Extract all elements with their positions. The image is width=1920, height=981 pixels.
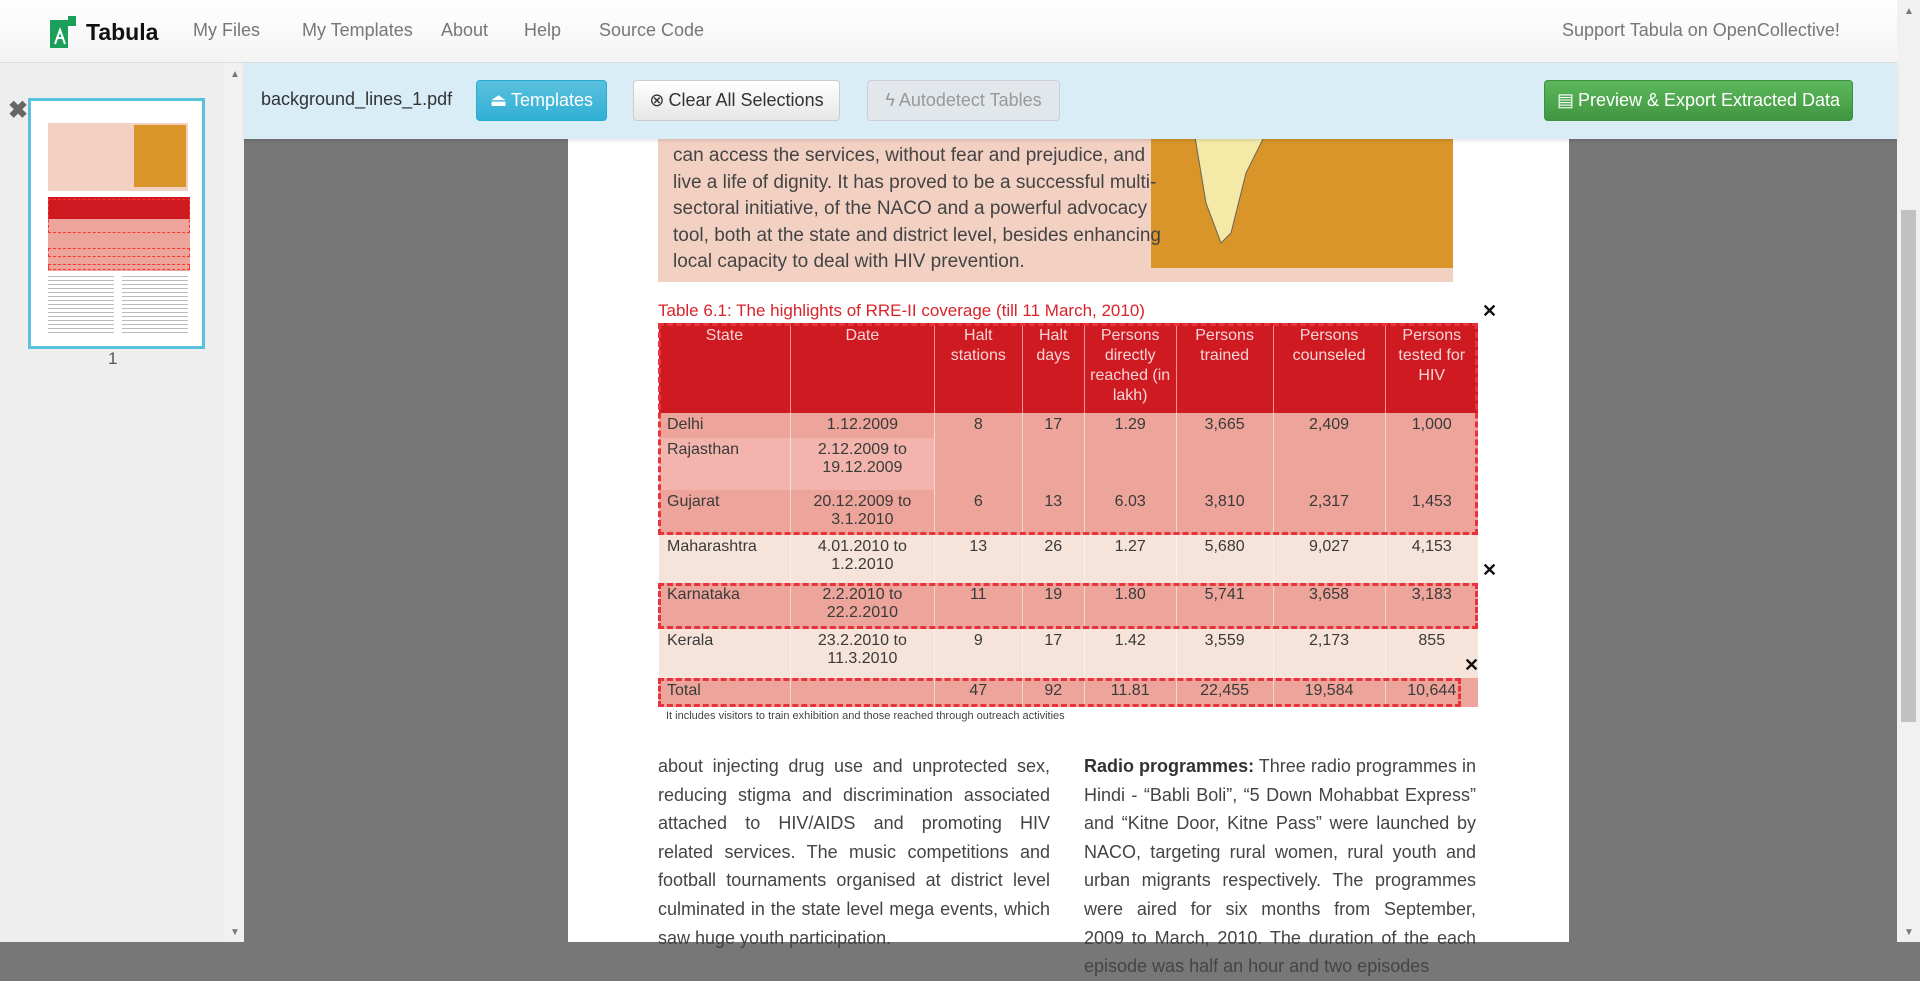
table-cell: 3,665 xyxy=(1176,413,1273,490)
table-cell: 23.2.2010 to 11.3.2010 xyxy=(790,629,934,678)
table-cell: 17 xyxy=(1022,413,1084,490)
body-right-column xyxy=(1084,752,1476,981)
preview-label: Preview & Export Extracted Data xyxy=(1577,90,1841,110)
text-line-content: live a life of dignity. It has proved to be a successful multi- xyxy=(673,171,1157,193)
table-cell: 10,644 xyxy=(1385,678,1478,707)
clear-label: Clear All Selections xyxy=(668,90,824,110)
table-caption: Table 6.1: The highlights of RRE-II coverage (till 11 March, 2010) xyxy=(658,301,1145,320)
table-cell: 2,173 xyxy=(1273,629,1385,678)
remove-selection-3-icon[interactable]: ✕ xyxy=(1464,655,1480,675)
column-header: Date xyxy=(790,323,934,413)
page-number: 1 xyxy=(108,349,118,368)
remove-selection-1-icon[interactable]: ✕ xyxy=(1482,301,1498,321)
table-cell: Maharashtra xyxy=(659,535,791,583)
text-line-content: related services. The music competitions and xyxy=(658,841,1050,862)
column-header: Persons trained xyxy=(1176,323,1273,413)
text-line xyxy=(673,223,1161,250)
document-toolbar xyxy=(244,63,1897,139)
table-cell: 3,559 xyxy=(1176,629,1273,678)
body-left-column xyxy=(658,752,1050,952)
nav-support-opencollective[interactable]: Support Tabula on OpenCollective! xyxy=(1562,20,1840,40)
selection-region-1[interactable] xyxy=(658,323,1478,535)
remove-page-icon[interactable]: ✖ xyxy=(8,97,29,124)
table-cell: 13 xyxy=(1022,490,1084,535)
table-cell: 20.12.2009 to 3.1.2010 xyxy=(790,490,934,535)
text-line-content: tool, both at the state and district level, besides enhancing xyxy=(673,224,1161,246)
text-line xyxy=(658,809,1050,838)
table-cell: 3,658 xyxy=(1273,583,1385,629)
text-line xyxy=(658,895,1050,924)
scroll-down-icon[interactable]: ▼ xyxy=(230,927,240,938)
templates-label: Templates xyxy=(510,90,594,110)
table-cell: 855 xyxy=(1385,629,1478,678)
table-cell: 3,810 xyxy=(1176,490,1273,535)
table-footnote: It includes visitors to train exhibition and those reached through outreach activities xyxy=(666,710,1065,722)
text-line-content: were aired for six months from September, xyxy=(1084,898,1476,919)
text-line xyxy=(673,170,1157,197)
table-cell: 1.42 xyxy=(1084,629,1176,678)
text-line xyxy=(658,838,1050,867)
text-line-content: urban migrants respectively. The programmes xyxy=(1084,870,1476,891)
table-cell: 1.12.2009 xyxy=(790,413,934,438)
text-line xyxy=(673,143,1146,170)
table-cell: 4,153 xyxy=(1385,535,1478,583)
table-cell: 6 xyxy=(934,490,1022,535)
table-cell: 2.2.2010 to 22.2.2010 xyxy=(790,583,934,629)
table-cell: 19,584 xyxy=(1273,678,1385,707)
table-cell: 11.81 xyxy=(1084,678,1176,707)
text-line-content: local capacity to deal with HIV prevention. xyxy=(673,251,1025,272)
text-line xyxy=(1084,809,1476,838)
column-header: Halt stations xyxy=(934,323,1022,413)
table-cell: 9,027 xyxy=(1273,535,1385,583)
column-header: Persons counseled xyxy=(1273,323,1385,413)
text-line-content: can access the services, without fear and prejudice, and xyxy=(673,145,1146,166)
scroll-up-icon[interactable]: ▲ xyxy=(1904,6,1914,17)
nav-help[interactable]: Help xyxy=(524,20,562,40)
pdf-page[interactable] xyxy=(568,63,1569,977)
table-cell: Rajasthan xyxy=(659,438,791,490)
remove-selection-2-icon[interactable]: ✕ xyxy=(1482,560,1498,580)
text-line-content: Three radio programmes in xyxy=(1258,756,1476,776)
text-line-content: saw huge youth participation. xyxy=(658,927,892,948)
scrollbar-thumb[interactable] xyxy=(1901,210,1916,722)
radio-programmes-heading: Radio programmes: xyxy=(1084,756,1255,776)
table-cell: 19 xyxy=(1022,583,1084,629)
table-cell: 1.80 xyxy=(1084,583,1176,629)
page-thumbnail[interactable] xyxy=(28,98,205,349)
text-line-content: episode was half an hour and two episodes xyxy=(1084,956,1430,977)
column-header: Persons tested for HIV xyxy=(1385,323,1478,413)
nav-source-code[interactable]: Source Code xyxy=(599,20,705,40)
table-cell: 1,000 xyxy=(1385,413,1478,490)
table-row xyxy=(659,629,1479,678)
text-line-content: reducing stigma and discrimination associated xyxy=(658,784,1050,805)
brand-link[interactable] xyxy=(48,14,158,50)
text-line-content: Hindi - “Babli Boli”, “5 Down Mohabbat Express” xyxy=(1084,784,1476,805)
table-cell: 1,453 xyxy=(1385,490,1478,535)
table-cell: Total xyxy=(659,678,791,707)
table-cell: Karnataka xyxy=(659,583,791,629)
text-line xyxy=(673,196,1148,223)
autodetect-label: Autodetect Tables xyxy=(898,90,1042,110)
text-line-content: sectoral initiative, of the NACO and a powerful advocacy xyxy=(673,198,1148,219)
table-cell: Gujarat xyxy=(659,490,791,535)
table-cell: 8 xyxy=(934,413,1022,490)
navbar xyxy=(0,0,1897,63)
text-line-content: attached to HIV/AIDS and promoting HIV xyxy=(658,813,1050,834)
table-cell: 4.01.2010 to 1.2.2010 xyxy=(790,535,934,583)
text-line-content: culminated in the state level mega events, which xyxy=(658,898,1050,919)
page-thumbnails-sidebar xyxy=(0,63,244,942)
text-line xyxy=(1084,838,1476,867)
nav-my-templates[interactable]: My Templates xyxy=(302,20,413,40)
table-cell: 2,317 xyxy=(1273,490,1385,535)
table-cell: 9 xyxy=(934,629,1022,678)
table-cell: 2.12.2009 to 19.12.2009 xyxy=(790,438,934,490)
selection-region-2[interactable] xyxy=(658,583,1478,629)
column-header: Persons directly reached (in lakh) xyxy=(1084,323,1176,413)
table-cell: 6.03 xyxy=(1084,490,1176,535)
table-cell: 2,409 xyxy=(1273,413,1385,490)
filename: background_lines_1.pdf xyxy=(261,89,453,109)
table-cell: 1.27 xyxy=(1084,535,1176,583)
selection-region-3[interactable] xyxy=(658,678,1461,707)
text-line-content: football tournaments organised at district level xyxy=(658,870,1050,891)
scroll-up-icon[interactable]: ▲ xyxy=(230,69,240,80)
brand-name: Tabula xyxy=(86,18,159,45)
table-cell: 3,183 xyxy=(1385,583,1478,629)
column-header: Halt days xyxy=(1022,323,1084,413)
table-cell: Delhi xyxy=(659,413,791,438)
clear-all-selections-button[interactable] xyxy=(633,80,840,121)
text-line xyxy=(673,249,1138,276)
text-line-content: and “Kitne Door, Kitne Pass” were launched by xyxy=(1084,813,1476,834)
table-cell: 11 xyxy=(934,583,1022,629)
text-line xyxy=(1084,895,1476,924)
preview-export-button[interactable] xyxy=(1544,80,1853,121)
scroll-down-icon[interactable]: ▼ xyxy=(1904,927,1914,938)
text-line xyxy=(1084,866,1476,895)
table-cell: 92 xyxy=(1022,678,1084,707)
text-line xyxy=(1084,924,1476,953)
table-cell: 13 xyxy=(934,535,1022,583)
text-line xyxy=(658,924,1050,953)
text-line-content: NACO, targeting rural women, rural youth and xyxy=(1084,841,1476,862)
table-cell: 5,680 xyxy=(1176,535,1273,583)
text-line xyxy=(1084,952,1476,981)
text-line-content: about injecting drug use and unprotected sex, xyxy=(658,756,1050,776)
table-cell: 5,741 xyxy=(1176,583,1273,629)
main-scrollbar[interactable] xyxy=(1897,0,1920,942)
text-line-content: 2009 to March, 2010. The duration of the each xyxy=(1084,927,1476,948)
tabula-logo-icon xyxy=(48,14,78,50)
nav-about[interactable]: About xyxy=(441,20,489,40)
text-line xyxy=(658,781,1050,810)
table-cell: 26 xyxy=(1022,535,1084,583)
table-cell: 22,455 xyxy=(1176,678,1273,707)
templates-icon: ⏏ xyxy=(489,90,507,110)
text-line xyxy=(658,752,1050,781)
table-cell: Kerala xyxy=(659,629,791,678)
table-cell: 17 xyxy=(1022,629,1084,678)
column-header: State xyxy=(659,323,791,413)
text-line xyxy=(1084,781,1476,810)
autodetect-tables-button[interactable] xyxy=(867,80,1060,121)
table-cell: 47 xyxy=(934,678,1022,707)
list-alt-icon: ▤ xyxy=(1556,90,1574,110)
table-cell: 1.29 xyxy=(1084,413,1176,490)
templates-button[interactable] xyxy=(476,80,607,121)
flash-icon: ϟ xyxy=(885,90,895,110)
table-row xyxy=(659,535,1479,583)
nav-my-files[interactable]: My Files xyxy=(193,20,260,40)
text-line xyxy=(658,866,1050,895)
text-line xyxy=(1084,752,1476,781)
remove-circle-icon: ⊗ xyxy=(649,90,665,110)
sidebar-scrollbar[interactable] xyxy=(224,63,244,942)
intro-text xyxy=(673,143,1161,276)
